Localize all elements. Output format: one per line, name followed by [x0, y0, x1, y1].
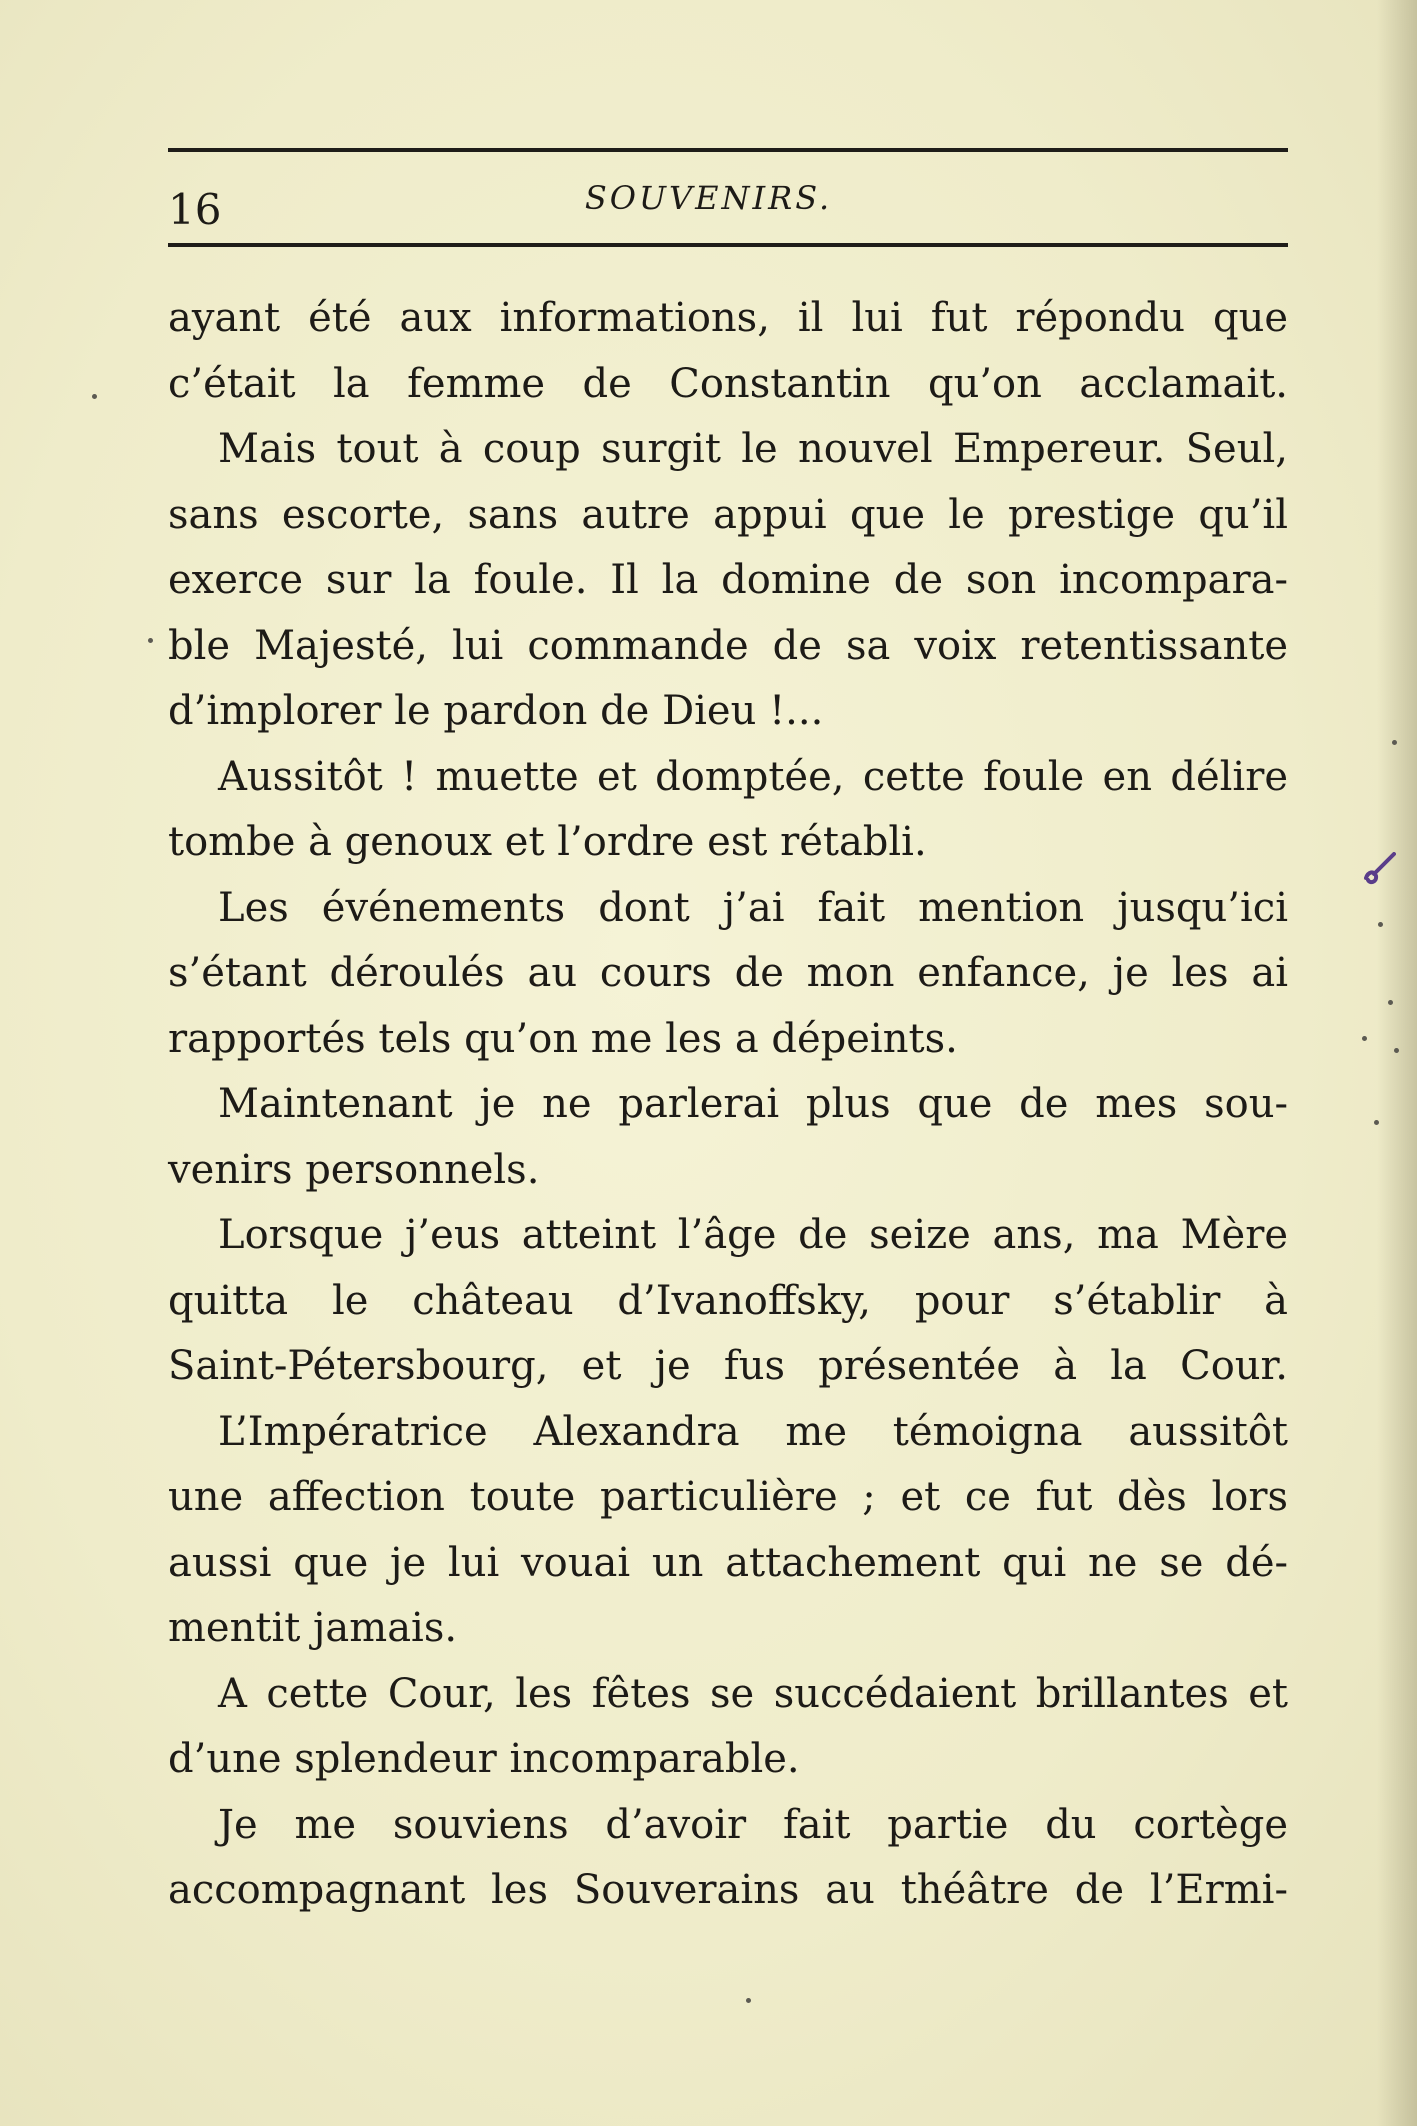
- text-line: venirs personnels.: [168, 1146, 540, 1193]
- paragraph: [168, 876, 1288, 1073]
- text-line: L’Impératrice Alexandra me témoigna aussitôt: [218, 1408, 1288, 1455]
- paper-speck: [1392, 740, 1397, 745]
- paper-speck: [746, 1998, 751, 2003]
- text-line: d’une splendeur incomparable.: [168, 1736, 800, 1782]
- text-line: d’implorer le pardon de Dieu !...: [168, 688, 824, 734]
- text-line: Je me souviens d’avoir fait partie du cortège: [218, 1801, 1288, 1848]
- page-number: 16: [168, 185, 222, 234]
- text-line: s’étant déroulés au cours de mon enfance, je les ai: [168, 950, 1288, 996]
- text-line: une affection toute particulière ; et ce fut dès lors: [168, 1474, 1288, 1520]
- paragraph: [168, 745, 1288, 876]
- paragraph: [168, 1400, 1288, 1662]
- paragraph: [168, 417, 1288, 745]
- text-line: exerce sur la foule. Il la domine de son incompara-: [168, 557, 1288, 603]
- paragraph: [168, 1662, 1288, 1793]
- paper-speck: [1374, 1120, 1379, 1125]
- text-line: A cette Cour, les fêtes se succédaient brillantes et: [218, 1670, 1288, 1717]
- text-line: Mais tout à coup surgit le nouvel Empereur. Seul,: [218, 426, 1288, 472]
- text-line: Saint-Pétersbourg, et je fus présentée à la Cour.: [168, 1343, 1288, 1389]
- paragraph: [168, 286, 1288, 417]
- running-title: SOUVENIRS.: [584, 179, 833, 217]
- header-rule-bottom: [168, 243, 1288, 247]
- body-text: [168, 286, 1288, 1924]
- text-line: Aussitôt ! muette et domptée, cette foule en délire: [218, 753, 1288, 800]
- paper-speck: [1378, 922, 1383, 927]
- paper-speck: [1362, 1036, 1367, 1041]
- text-line: c’était la femme de Constantin qu’on acclamait.: [168, 360, 1288, 407]
- text-line: Maintenant je ne parlerai plus que de mes sou-: [218, 1081, 1288, 1127]
- text-line: tombe à genoux et l’ordre est rétabli.: [168, 819, 927, 865]
- header-rule-top: [168, 148, 1288, 152]
- text-line: aussi que je lui vouai un attachement qui ne se dé-: [168, 1539, 1288, 1586]
- text-line: ble Majesté, lui commande de sa voix retentissante: [168, 622, 1288, 669]
- paragraph: [168, 1072, 1288, 1203]
- paper-speck: [1394, 1048, 1399, 1053]
- text-line: Lorsque j’eus atteint l’âge de seize ans, ma Mère: [218, 1212, 1288, 1258]
- paper-speck: [92, 394, 97, 399]
- paper-speck: [148, 638, 153, 643]
- text-line: rapportés tels qu’on me les a dépeints.: [168, 1015, 958, 1062]
- text-line: sans escorte, sans autre appui que le prestige qu’il: [168, 491, 1288, 538]
- pencil-check-mark: [1362, 852, 1396, 892]
- text-line: mentit jamais.: [168, 1605, 458, 1651]
- page-edge-shadow: [1377, 0, 1417, 2126]
- text-line: quitta le château d’Ivanoffsky, pour s’établir à: [168, 1277, 1288, 1324]
- text-line: ayant été aux informations, il lui fut répondu que: [168, 295, 1288, 341]
- paragraph: [168, 1203, 1288, 1400]
- paragraph: [168, 1793, 1288, 1924]
- text-line: Les événements dont j’ai fait mention jusqu’ici: [218, 884, 1288, 931]
- text-line: accompagnant les Souverains au théâtre de l’Ermi-: [168, 1867, 1288, 1913]
- paper-speck: [1388, 1000, 1393, 1005]
